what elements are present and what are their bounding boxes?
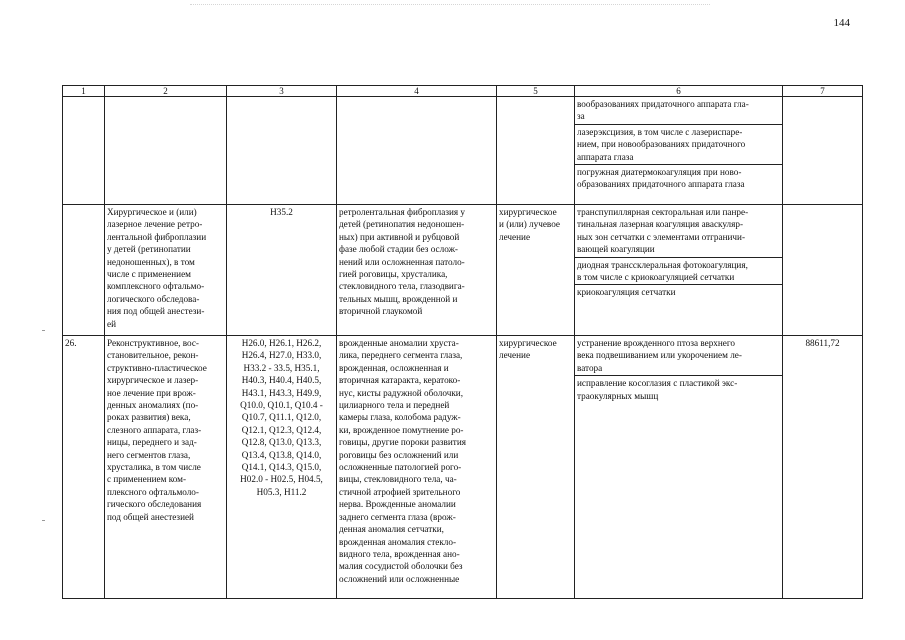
method-item: исправление косоглазия с пластикой экс- траокулярных мышц xyxy=(577,378,738,401)
column-number: 1 xyxy=(63,86,105,97)
top-scan-dots xyxy=(190,4,710,7)
column-number: 5 xyxy=(497,86,575,97)
treatment-type-cell: Хирургическое и (или) лазерное лечение ретро- лентальной фиброплазии у детей (ретинопатии недоношенных), в том числе с применением комплексного офтальмо- логического обследова- ния под общей анестези- ей xyxy=(105,205,227,336)
cost-cell xyxy=(783,97,863,205)
table-row xyxy=(63,205,863,336)
icd-codes-cell xyxy=(227,97,337,205)
margin-mark xyxy=(42,520,45,521)
method-item: транспупиллярная секторальная или панре- тинальная лазерная коагуляция аваскуляр- ных зон сетчатки с элементами отграничи- вающей коагуляции xyxy=(575,205,782,258)
model-patient-cell: врожденные аномалии хруста- лика, переднего сегмента глаза, врожденная, осложненная и вторичная катаракта, кератоко- нус, кисты радужной оболочки, цилиарного тела и передней камеры глаза, колобома радуж- ки, врожденное помутнение ро- говицы, другие пороки развития роговицы без осложнений или осложненные патологией рого- вицы, стекловидного тела, ча- стичной атрофией зрительного нерва. Врожденные аномалии заднего сегмента глаза (врож- денная аномалия сетчатки, врожденная аномалия стекло- видного тела, врожденная ано- малия сосудистой оболочки без осложнений или осложненные xyxy=(337,336,497,599)
column-number: 7 xyxy=(783,86,863,97)
column-number: 2 xyxy=(105,86,227,97)
row-number-cell xyxy=(63,205,105,336)
icd-codes-cell: H35.2 xyxy=(227,205,337,336)
treatment-methods-cell xyxy=(575,97,783,205)
row-number-cell xyxy=(63,97,105,205)
treatment-methods-cell xyxy=(575,205,783,336)
column-number-row xyxy=(63,86,863,97)
model-patient-cell xyxy=(337,97,497,205)
column-number: 3 xyxy=(227,86,337,97)
treatment-type-cell xyxy=(105,97,227,205)
medical-services-table xyxy=(62,85,863,599)
method-item: криокоагуляция сетчатки xyxy=(577,287,676,298)
treatment-kind-cell: хирургическое лечение xyxy=(497,336,575,599)
column-number: 4 xyxy=(337,86,497,97)
method-item: диодная транссклеральная фотокоагуляция, в том числе с криокоагуляцией сетчатки xyxy=(575,258,782,286)
method-item: вообразованиях придаточного аппарата гла- за xyxy=(575,97,782,125)
cost-cell: 88611,72 xyxy=(783,336,863,599)
method-item: устранение врожденного птоза верхнего века подвешиванием или укорочением ле- ватора xyxy=(575,336,782,376)
icd-codes-cell: H26.0, H26.1, H26.2, H26.4, H27.0, H33.0, H33.2 - 33.5, H35.1, H40.3, H40.4, H40.5, H43.1, H43.3, H49.9, Q10.0, Q10.1, Q10.4 - Q10.7, Q11.1, Q12.0, Q12.1, Q12.3, Q12.4, Q12.8, Q13.0, Q13.3, Q13.4, Q13.8, Q14.0, Q14.1, Q14.3, Q15.0, H02.0 - H02.5, H04.5, H05.3, H11.2 xyxy=(227,336,337,599)
method-item: лазерэксцизия, в том числе с лазериспаре- нием, при новообразованиях придаточного аппарата глаза xyxy=(575,125,782,165)
row-number-cell: 26. xyxy=(63,336,105,599)
treatment-kind-cell: хирургическое и (или) лучевое лечение xyxy=(497,205,575,336)
cost-cell xyxy=(783,205,863,336)
column-number: 6 xyxy=(575,86,783,97)
page-number: 144 xyxy=(833,17,850,29)
treatment-kind-cell xyxy=(497,97,575,205)
table-row xyxy=(63,97,863,205)
treatment-methods-cell xyxy=(575,336,783,599)
method-item: погружная диатермокоагуляция при ново- образованиях придаточного аппарата глаза xyxy=(577,167,745,190)
treatment-type-cell: Реконструктивное, вос- становительное, рекон- структивно-пластическое хирургическое и лазер- ное лечение при врож- денных аномалиях (по- роках развития) века, слезного аппарата, глаз- ницы, переднего и зад- него сегментов глаза, хрусталика, в том числе с применением ком- плексного офтальмоло- гического обследования под общей анестезией xyxy=(105,336,227,599)
table-row xyxy=(63,336,863,599)
margin-mark xyxy=(42,330,45,331)
model-patient-cell: ретролентальная фиброплазия у детей (ретинопатия недоношен- ных) при активной и рубцовой фазе любой стадии без ослож- нений или осложненная патоло- гией роговицы, хрусталика, стекловидного тела, глазодвига- тельных мышц, врожденной и вторичной глаукомой xyxy=(337,205,497,336)
